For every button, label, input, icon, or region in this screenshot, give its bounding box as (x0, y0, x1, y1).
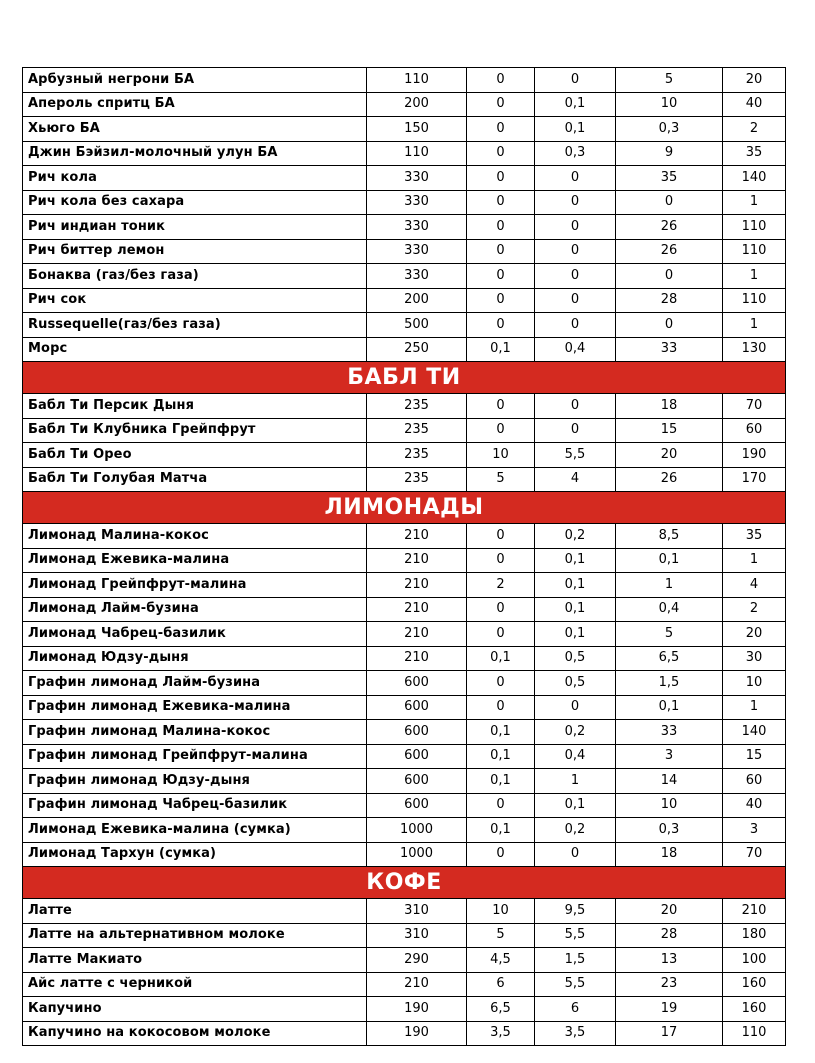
item-name: Латте на альтернативном молоке (23, 923, 367, 948)
item-kcal: 1 (723, 695, 786, 720)
item-protein: 3,5 (467, 1021, 535, 1046)
item-protein: 0 (467, 264, 535, 289)
item-protein: 0 (467, 842, 535, 867)
item-carbs: 3 (616, 744, 723, 769)
item-carbs: 19 (616, 997, 723, 1022)
item-name: Капучино (23, 997, 367, 1022)
item-volume: 150 (367, 117, 467, 142)
item-protein: 0,1 (467, 646, 535, 671)
table-row (23, 215, 786, 240)
item-volume: 1000 (367, 818, 467, 843)
item-name: Хьюго БА (23, 117, 367, 142)
table-row (23, 818, 786, 843)
item-carbs: 0 (616, 190, 723, 215)
item-protein: 0 (467, 671, 535, 696)
table-row (23, 842, 786, 867)
item-carbs: 18 (616, 842, 723, 867)
item-carbs: 1 (616, 573, 723, 598)
item-kcal: 10 (723, 671, 786, 696)
item-name: Лимонад Чабрец-базилик (23, 622, 367, 647)
item-name: Рич кола (23, 166, 367, 191)
item-fat: 0,2 (535, 720, 616, 745)
item-carbs: 26 (616, 215, 723, 240)
item-carbs: 17 (616, 1021, 723, 1046)
item-fat: 3,5 (535, 1021, 616, 1046)
item-kcal: 4 (723, 573, 786, 598)
item-name: Лимонад Грейпфрут-малина (23, 573, 367, 598)
item-kcal: 60 (723, 769, 786, 794)
item-volume: 310 (367, 923, 467, 948)
item-name: Графин лимонад Малина-кокос (23, 720, 367, 745)
item-carbs: 6,5 (616, 646, 723, 671)
item-fat: 0,1 (535, 597, 616, 622)
item-fat: 0 (535, 190, 616, 215)
item-fat: 6 (535, 997, 616, 1022)
item-name: Графин лимонад Грейпфрут-малина (23, 744, 367, 769)
item-kcal: 1 (723, 313, 786, 338)
table-row (23, 671, 786, 696)
item-carbs: 0,1 (616, 695, 723, 720)
item-name: Лимонад Малина-кокос (23, 524, 367, 549)
item-kcal: 180 (723, 923, 786, 948)
item-fat: 5,5 (535, 923, 616, 948)
table-row (23, 646, 786, 671)
item-protein: 4,5 (467, 948, 535, 973)
item-carbs: 26 (616, 467, 723, 492)
item-carbs: 9 (616, 141, 723, 166)
item-protein: 0 (467, 418, 535, 443)
item-kcal: 2 (723, 597, 786, 622)
item-protein: 0 (467, 92, 535, 117)
item-kcal: 15 (723, 744, 786, 769)
item-fat: 0,5 (535, 646, 616, 671)
item-kcal: 130 (723, 337, 786, 362)
item-kcal: 20 (723, 68, 786, 93)
item-kcal: 1 (723, 548, 786, 573)
item-carbs: 8,5 (616, 524, 723, 549)
item-kcal: 1 (723, 264, 786, 289)
nutrition-table-body (23, 68, 786, 1046)
item-name: Латте Макиато (23, 948, 367, 973)
table-row (23, 793, 786, 818)
item-fat: 5,5 (535, 443, 616, 468)
item-name: Капучино на кокосовом молоке (23, 1021, 367, 1046)
item-fat: 0 (535, 394, 616, 419)
item-volume: 330 (367, 190, 467, 215)
item-fat: 0,1 (535, 548, 616, 573)
item-name: Графин лимонад Чабрец-базилик (23, 793, 367, 818)
item-protein: 0 (467, 190, 535, 215)
item-name: Лимонад Юдзу-дыня (23, 646, 367, 671)
item-name: Лимонад Лайм-бузина (23, 597, 367, 622)
item-fat: 0 (535, 288, 616, 313)
item-name: Арбузный негрони БА (23, 68, 367, 93)
table-row (23, 972, 786, 997)
table-row (23, 239, 786, 264)
item-fat: 5,5 (535, 972, 616, 997)
table-row (23, 288, 786, 313)
item-carbs: 0,1 (616, 548, 723, 573)
item-carbs: 35 (616, 166, 723, 191)
item-volume: 600 (367, 793, 467, 818)
item-volume: 210 (367, 548, 467, 573)
item-protein: 0,1 (467, 818, 535, 843)
table-row (23, 313, 786, 338)
item-fat: 0 (535, 264, 616, 289)
section-header (23, 492, 786, 524)
table-row (23, 190, 786, 215)
item-kcal: 210 (723, 899, 786, 924)
item-kcal: 70 (723, 394, 786, 419)
item-protein: 10 (467, 443, 535, 468)
table-row (23, 166, 786, 191)
item-fat: 4 (535, 467, 616, 492)
item-name: Графин лимонад Ежевика-малина (23, 695, 367, 720)
item-protein: 5 (467, 467, 535, 492)
item-carbs: 33 (616, 720, 723, 745)
item-name: Рич сок (23, 288, 367, 313)
item-protein: 0 (467, 793, 535, 818)
item-kcal: 1 (723, 190, 786, 215)
item-name: Апероль спритц БА (23, 92, 367, 117)
table-row (23, 720, 786, 745)
item-protein: 0 (467, 597, 535, 622)
table-row (23, 1021, 786, 1046)
table-row (23, 337, 786, 362)
item-carbs: 10 (616, 92, 723, 117)
item-fat: 0 (535, 695, 616, 720)
item-fat: 0 (535, 215, 616, 240)
item-protein: 0 (467, 695, 535, 720)
item-fat: 0,4 (535, 337, 616, 362)
item-volume: 600 (367, 769, 467, 794)
item-kcal: 160 (723, 997, 786, 1022)
item-volume: 310 (367, 899, 467, 924)
table-row (23, 769, 786, 794)
item-kcal: 70 (723, 842, 786, 867)
table-row (23, 695, 786, 720)
item-carbs: 33 (616, 337, 723, 362)
item-volume: 235 (367, 394, 467, 419)
item-carbs: 20 (616, 443, 723, 468)
item-name: Лимонад Ежевика-малина (23, 548, 367, 573)
item-kcal: 160 (723, 972, 786, 997)
item-volume: 210 (367, 622, 467, 647)
item-protein: 6,5 (467, 997, 535, 1022)
table-row (23, 997, 786, 1022)
item-kcal: 140 (723, 720, 786, 745)
item-fat: 1 (535, 769, 616, 794)
item-volume: 330 (367, 166, 467, 191)
item-kcal: 110 (723, 288, 786, 313)
item-volume: 290 (367, 948, 467, 973)
item-fat: 0,1 (535, 622, 616, 647)
item-kcal: 40 (723, 92, 786, 117)
item-kcal: 40 (723, 793, 786, 818)
item-name: Бонаква (газ/без газа) (23, 264, 367, 289)
table-row (23, 264, 786, 289)
item-name: Морс (23, 337, 367, 362)
item-volume: 210 (367, 573, 467, 598)
item-protein: 0 (467, 548, 535, 573)
item-fat: 0,3 (535, 141, 616, 166)
table-row (23, 418, 786, 443)
table-row (23, 744, 786, 769)
item-fat: 0,1 (535, 92, 616, 117)
item-fat: 0,1 (535, 573, 616, 598)
item-volume: 210 (367, 524, 467, 549)
item-volume: 600 (367, 744, 467, 769)
item-volume: 330 (367, 215, 467, 240)
table-row (23, 622, 786, 647)
item-carbs: 28 (616, 288, 723, 313)
item-name: Бабл Ти Персик Дыня (23, 394, 367, 419)
item-fat: 0 (535, 239, 616, 264)
item-fat: 0,5 (535, 671, 616, 696)
item-protein: 0 (467, 141, 535, 166)
item-volume: 235 (367, 443, 467, 468)
item-name: Рич кола без сахара (23, 190, 367, 215)
item-fat: 0,1 (535, 793, 616, 818)
section-header (23, 867, 786, 899)
table-row (23, 923, 786, 948)
item-fat: 0,2 (535, 818, 616, 843)
item-name: Бабл Ти Голубая Матча (23, 467, 367, 492)
item-fat: 9,5 (535, 899, 616, 924)
item-carbs: 0,4 (616, 597, 723, 622)
item-fat: 1,5 (535, 948, 616, 973)
item-kcal: 190 (723, 443, 786, 468)
item-volume: 210 (367, 646, 467, 671)
item-carbs: 0,3 (616, 117, 723, 142)
table-row (23, 443, 786, 468)
item-protein: 0 (467, 239, 535, 264)
item-fat: 0 (535, 842, 616, 867)
item-volume: 110 (367, 68, 467, 93)
item-protein: 2 (467, 573, 535, 598)
item-name: Лимонад Тархун (сумка) (23, 842, 367, 867)
table-row (23, 524, 786, 549)
item-kcal: 60 (723, 418, 786, 443)
item-name: Графин лимонад Юдзу-дыня (23, 769, 367, 794)
item-protein: 0 (467, 524, 535, 549)
item-name: Рич индиан тоник (23, 215, 367, 240)
item-carbs: 15 (616, 418, 723, 443)
item-name: Айс латте с черникой (23, 972, 367, 997)
item-kcal: 110 (723, 239, 786, 264)
table-row (23, 394, 786, 419)
item-fat: 0 (535, 418, 616, 443)
item-fat: 0 (535, 313, 616, 338)
table-row (23, 899, 786, 924)
section-title: КОФЕ (23, 867, 786, 899)
item-fat: 0,2 (535, 524, 616, 549)
item-kcal: 35 (723, 141, 786, 166)
item-volume: 200 (367, 92, 467, 117)
item-carbs: 13 (616, 948, 723, 973)
item-volume: 235 (367, 418, 467, 443)
item-name: Лимонад Ежевика-малина (сумка) (23, 818, 367, 843)
item-kcal: 35 (723, 524, 786, 549)
item-volume: 600 (367, 720, 467, 745)
item-protein: 0 (467, 117, 535, 142)
item-kcal: 110 (723, 215, 786, 240)
table-row (23, 573, 786, 598)
item-carbs: 20 (616, 899, 723, 924)
table-row (23, 92, 786, 117)
item-protein: 0 (467, 215, 535, 240)
item-protein: 0,1 (467, 744, 535, 769)
item-fat: 0 (535, 68, 616, 93)
item-volume: 210 (367, 972, 467, 997)
item-volume: 190 (367, 1021, 467, 1046)
section-title: ЛИМОНАДЫ (23, 492, 786, 524)
item-volume: 235 (367, 467, 467, 492)
item-volume: 110 (367, 141, 467, 166)
item-carbs: 0 (616, 264, 723, 289)
item-volume: 330 (367, 264, 467, 289)
nutrition-table (22, 67, 786, 1046)
item-name: Бабл Ти Орео (23, 443, 367, 468)
item-carbs: 5 (616, 68, 723, 93)
item-carbs: 28 (616, 923, 723, 948)
item-volume: 200 (367, 288, 467, 313)
item-carbs: 0 (616, 313, 723, 338)
item-kcal: 110 (723, 1021, 786, 1046)
table-row (23, 467, 786, 492)
item-volume: 210 (367, 597, 467, 622)
table-row (23, 117, 786, 142)
item-kcal: 3 (723, 818, 786, 843)
item-protein: 0,1 (467, 337, 535, 362)
item-protein: 0 (467, 622, 535, 647)
item-volume: 500 (367, 313, 467, 338)
item-protein: 10 (467, 899, 535, 924)
item-kcal: 140 (723, 166, 786, 191)
item-name: Графин лимонад Лайм-бузина (23, 671, 367, 696)
item-fat: 0,4 (535, 744, 616, 769)
item-fat: 0 (535, 166, 616, 191)
item-protein: 0 (467, 68, 535, 93)
item-carbs: 1,5 (616, 671, 723, 696)
item-protein: 0,1 (467, 720, 535, 745)
item-carbs: 18 (616, 394, 723, 419)
section-header (23, 362, 786, 394)
item-name: Russequelle(газ/без газа) (23, 313, 367, 338)
item-name: Рич биттер лемон (23, 239, 367, 264)
item-protein: 0 (467, 288, 535, 313)
item-volume: 600 (367, 695, 467, 720)
item-volume: 1000 (367, 842, 467, 867)
item-carbs: 5 (616, 622, 723, 647)
item-kcal: 170 (723, 467, 786, 492)
item-name: Джин Бэйзил-молочный улун БА (23, 141, 367, 166)
item-carbs: 10 (616, 793, 723, 818)
item-name: Бабл Ти Клубника Грейпфрут (23, 418, 367, 443)
item-kcal: 30 (723, 646, 786, 671)
table-row (23, 597, 786, 622)
item-name: Латте (23, 899, 367, 924)
item-carbs: 26 (616, 239, 723, 264)
section-title: БАБЛ ТИ (23, 362, 786, 394)
table-row (23, 141, 786, 166)
item-volume: 330 (367, 239, 467, 264)
item-kcal: 20 (723, 622, 786, 647)
table-row (23, 948, 786, 973)
item-carbs: 23 (616, 972, 723, 997)
item-volume: 190 (367, 997, 467, 1022)
item-volume: 600 (367, 671, 467, 696)
item-carbs: 14 (616, 769, 723, 794)
table-row (23, 548, 786, 573)
item-kcal: 100 (723, 948, 786, 973)
item-protein: 5 (467, 923, 535, 948)
item-carbs: 0,3 (616, 818, 723, 843)
item-protein: 0 (467, 166, 535, 191)
item-fat: 0,1 (535, 117, 616, 142)
item-volume: 250 (367, 337, 467, 362)
table-row (23, 68, 786, 93)
item-protein: 0 (467, 394, 535, 419)
item-kcal: 2 (723, 117, 786, 142)
item-protein: 0 (467, 313, 535, 338)
item-protein: 0,1 (467, 769, 535, 794)
item-protein: 6 (467, 972, 535, 997)
